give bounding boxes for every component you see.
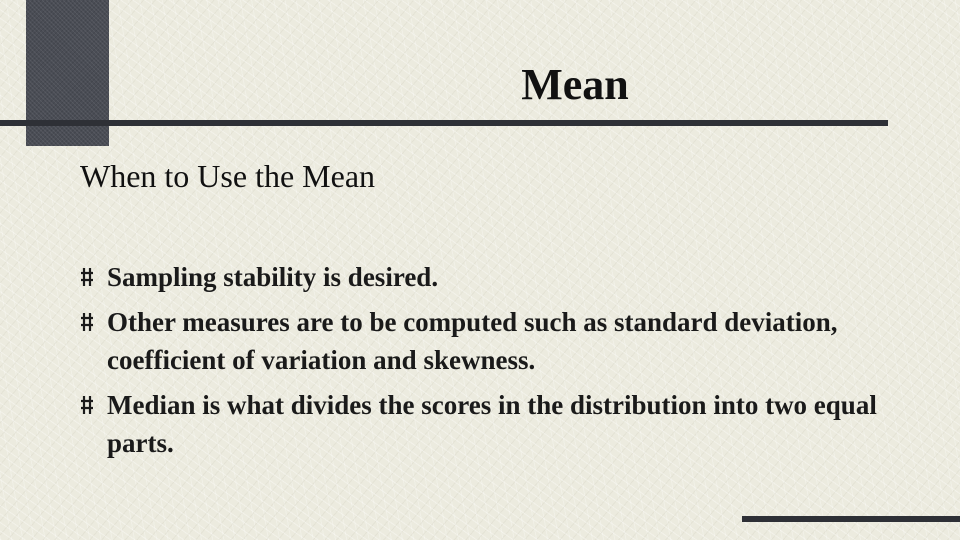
bullet-text: Median is what divides the scores in the distribution into two equal parts. <box>107 390 877 458</box>
hash-bullet-icon <box>80 395 94 415</box>
hash-bullet-icon <box>80 312 94 332</box>
hash-bullet-icon <box>80 267 94 287</box>
bullet-text: Other measures are to be computed such as standard deviation, coefficient of variation and skewness. <box>107 307 838 375</box>
bullet-list <box>80 258 900 469</box>
slide-title: Mean <box>521 60 629 109</box>
title-divider-rule <box>0 120 888 126</box>
bullet-item-3 <box>80 386 900 462</box>
slide-subtitle: When to Use the Mean <box>80 158 376 194</box>
bottom-accent-rule <box>742 516 960 522</box>
bullet-item-2 <box>80 303 900 379</box>
bullet-text: Sampling stability is desired. <box>107 262 439 292</box>
bullet-item-1 <box>80 258 900 296</box>
